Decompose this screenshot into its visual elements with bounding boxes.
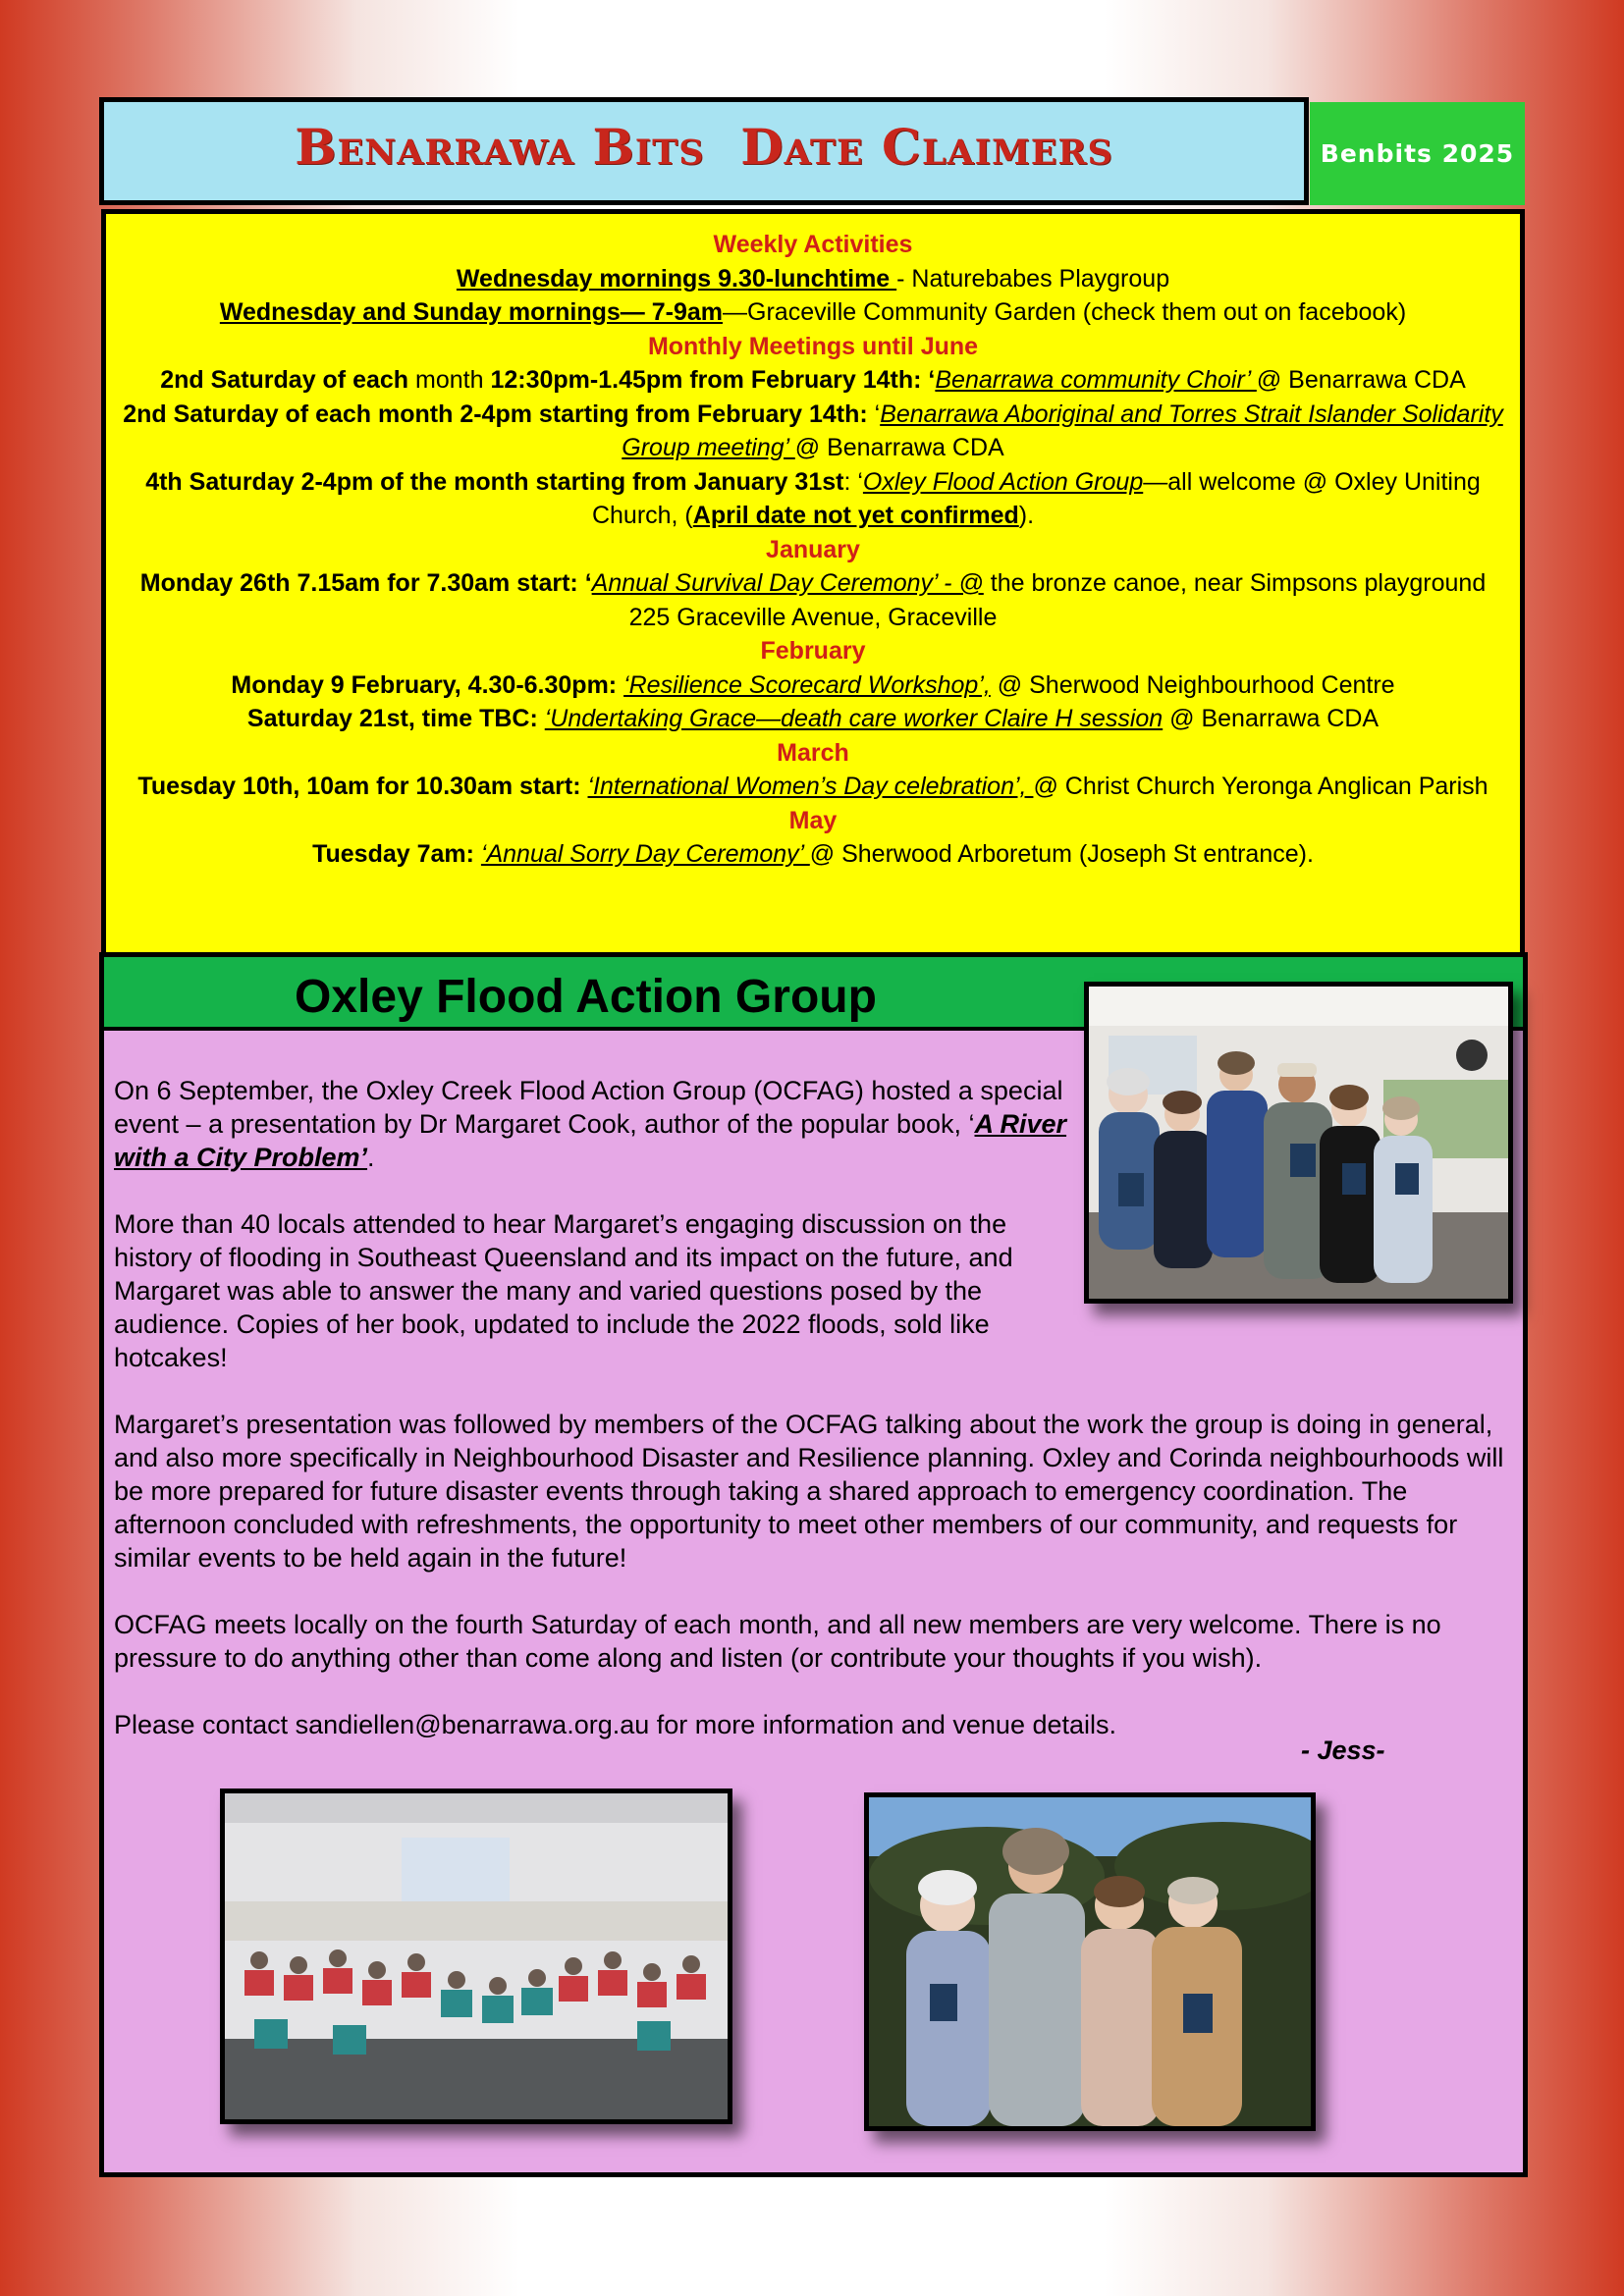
march-item-b: ‘International Women’s Day celebration’, <box>587 773 1034 800</box>
date-claimers-box <box>101 209 1525 960</box>
monthly-heading: Monthly Meetings until June <box>647 332 979 360</box>
february-item-1 <box>122 668 1504 703</box>
monthly-item-3-b: : ‘ <box>843 467 863 496</box>
monthly-item-1-a: 2nd Saturday of each <box>160 366 409 394</box>
january-item-c: the bronze canoe, near Simpsons playground 225 Graceville Avenue, Graceville <box>628 569 1487 631</box>
january-item <box>122 566 1504 634</box>
monthly-item-3-a: 4th Saturday 2-4pm of the month starting from January 31st <box>145 467 844 496</box>
monthly-item-3-f: ). <box>1018 502 1035 529</box>
may-item <box>122 837 1504 872</box>
weekly-item-1-when: Wednesday mornings 9.30-lunchtime <box>456 264 897 293</box>
monthly-item-2-b: ‘ <box>867 400 881 428</box>
monthly-item-3-e: April date not yet confirmed <box>692 502 1019 529</box>
weekly-heading: Weekly Activities <box>713 231 913 258</box>
weekly-item-1-what: - Naturebabes Playgroup <box>896 264 1170 293</box>
may-item-b: ‘Annual Sorry Day Ceremony’ <box>480 840 810 868</box>
article-paragraph-4: OCFAG meets locally on the fourth Saturday of each month, and all new members are very welcome. There is no pressure to do anything other than come along and listen (or contribute your thoughts if you wish). <box>114 1610 1441 1673</box>
may-item-c: @ Sherwood Arboretum (Joseph St entrance). <box>809 840 1314 868</box>
may-heading: May <box>788 806 838 834</box>
february-item-1-c: @ Sherwood Neighbourhood Centre <box>990 670 1395 699</box>
march-item <box>122 770 1504 804</box>
book-title: A River with a City Problem’ <box>114 1109 1067 1172</box>
monthly-item-3-c: Oxley Flood Action Group <box>862 467 1144 496</box>
march-item-c: @ Christ Church Yeronga Anglican Parish <box>1033 773 1489 800</box>
article-paragraph-2: More than 40 locals attended to hear Margaret’s engaging discussion on the history of flooding in Southeast Queensland and its impact on the future, and Margaret was able to answer the many and varied questions posed by the audience. Copies of her book, updated to include the 2022 floods, sold like hotcakes! <box>114 1209 1013 1372</box>
author-signature: - Jess- <box>1301 1735 1385 1765</box>
february-heading: February <box>760 637 866 665</box>
february-item-2-c: @ Benarrawa CDA <box>1163 705 1380 732</box>
group-photo-outdoor-image <box>869 1797 1311 2126</box>
page-title: Benarrawa Bits Date Claimers <box>295 117 1113 176</box>
presentation-audience-photo <box>220 1789 732 2124</box>
monthly-item-1-c: 12:30pm-1.45pm from February 14th: ‘ <box>490 366 936 394</box>
issue-tag: Benbits 2025 <box>1310 102 1525 205</box>
february-item-2-a: Saturday 21st, time TBC: <box>246 705 545 732</box>
monthly-item-1-e: @ Benarrawa CDA <box>1256 366 1466 394</box>
february-item-2-b: ‘Undertaking Grace—death care worker Claire H session <box>544 705 1164 732</box>
january-heading: January <box>766 535 860 563</box>
february-item-1-b: ‘Resilience Scorecard Workshop’, <box>623 670 991 699</box>
monthly-item-2-a: 2nd Saturday of each month 2-4pm starting from February 14th: <box>123 400 868 428</box>
monthly-item-1 <box>122 363 1504 398</box>
monthly-item-2-c: Benarrawa Aboriginal and Torres Strait Islander Solidarity Group meeting’ <box>622 400 1503 461</box>
weekly-item-2-what: —Graceville Community Garden (check them out on facebook) <box>723 298 1407 326</box>
january-item-b: Annual Survival Day Ceremony’ - @ <box>591 569 984 597</box>
group-photo-outdoor <box>864 1792 1316 2131</box>
oxley-heading: Oxley Flood Action Group <box>295 971 877 1023</box>
february-item-2 <box>122 702 1504 736</box>
title-banner <box>99 97 1309 205</box>
article-paragraph-5: Please contact sandiellen@benarrawa.org.au for more information and venue details. <box>114 1710 1117 1739</box>
march-item-a: Tuesday 10th, 10am for 10.30am start: <box>137 773 588 800</box>
weekly-item-2 <box>122 295 1504 330</box>
january-item-a: Monday 26th 7.15am for 7.30am start: ‘ <box>139 569 592 597</box>
monthly-item-3-d: —all welcome @ Oxley Uniting Church, ( <box>591 467 1481 529</box>
monthly-item-1-b: month <box>408 366 491 394</box>
february-item-1-a: Monday 9 February, 4.30-6.30pm: <box>231 670 624 699</box>
article-paragraph-1-a: On 6 September, the Oxley Creek Flood Action Group (OCFAG) hosted a special event – a presentation by Dr Margaret Cook, author of the popular book, ‘ <box>114 1076 1063 1139</box>
weekly-item-1 <box>122 262 1504 296</box>
presentation-audience-image <box>225 1793 728 2119</box>
monthly-item-2 <box>122 398 1504 465</box>
article-paragraph-1-c: . <box>367 1143 375 1172</box>
article-paragraph-1 <box>114 1074 1071 1174</box>
article-paragraph-3: Margaret’s presentation was followed by members of the OCFAG talking about the work the group is doing in general, and also more specifically in Neighbourhood Disaster and Resilience planning. Oxley and Corinda neighbourhoods will be more prepared for future disaster events through taking a shared approach to emergency coordination. The afternoon concluded with refreshments, the opportunity to meet other members of our community, and requests for similar events to be held again in the future! <box>114 1410 1504 1573</box>
weekly-item-2-when: Wednesday and Sunday mornings— 7-9am <box>219 298 724 326</box>
monthly-item-1-d: Benarrawa community Choir’ <box>935 366 1257 394</box>
may-item-a: Tuesday 7am: <box>312 840 481 868</box>
monthly-item-2-d: @ Benarrawa CDA <box>794 434 1004 461</box>
oxley-article <box>114 1074 1516 1775</box>
monthly-item-3 <box>122 465 1504 533</box>
march-heading: March <box>777 738 849 767</box>
